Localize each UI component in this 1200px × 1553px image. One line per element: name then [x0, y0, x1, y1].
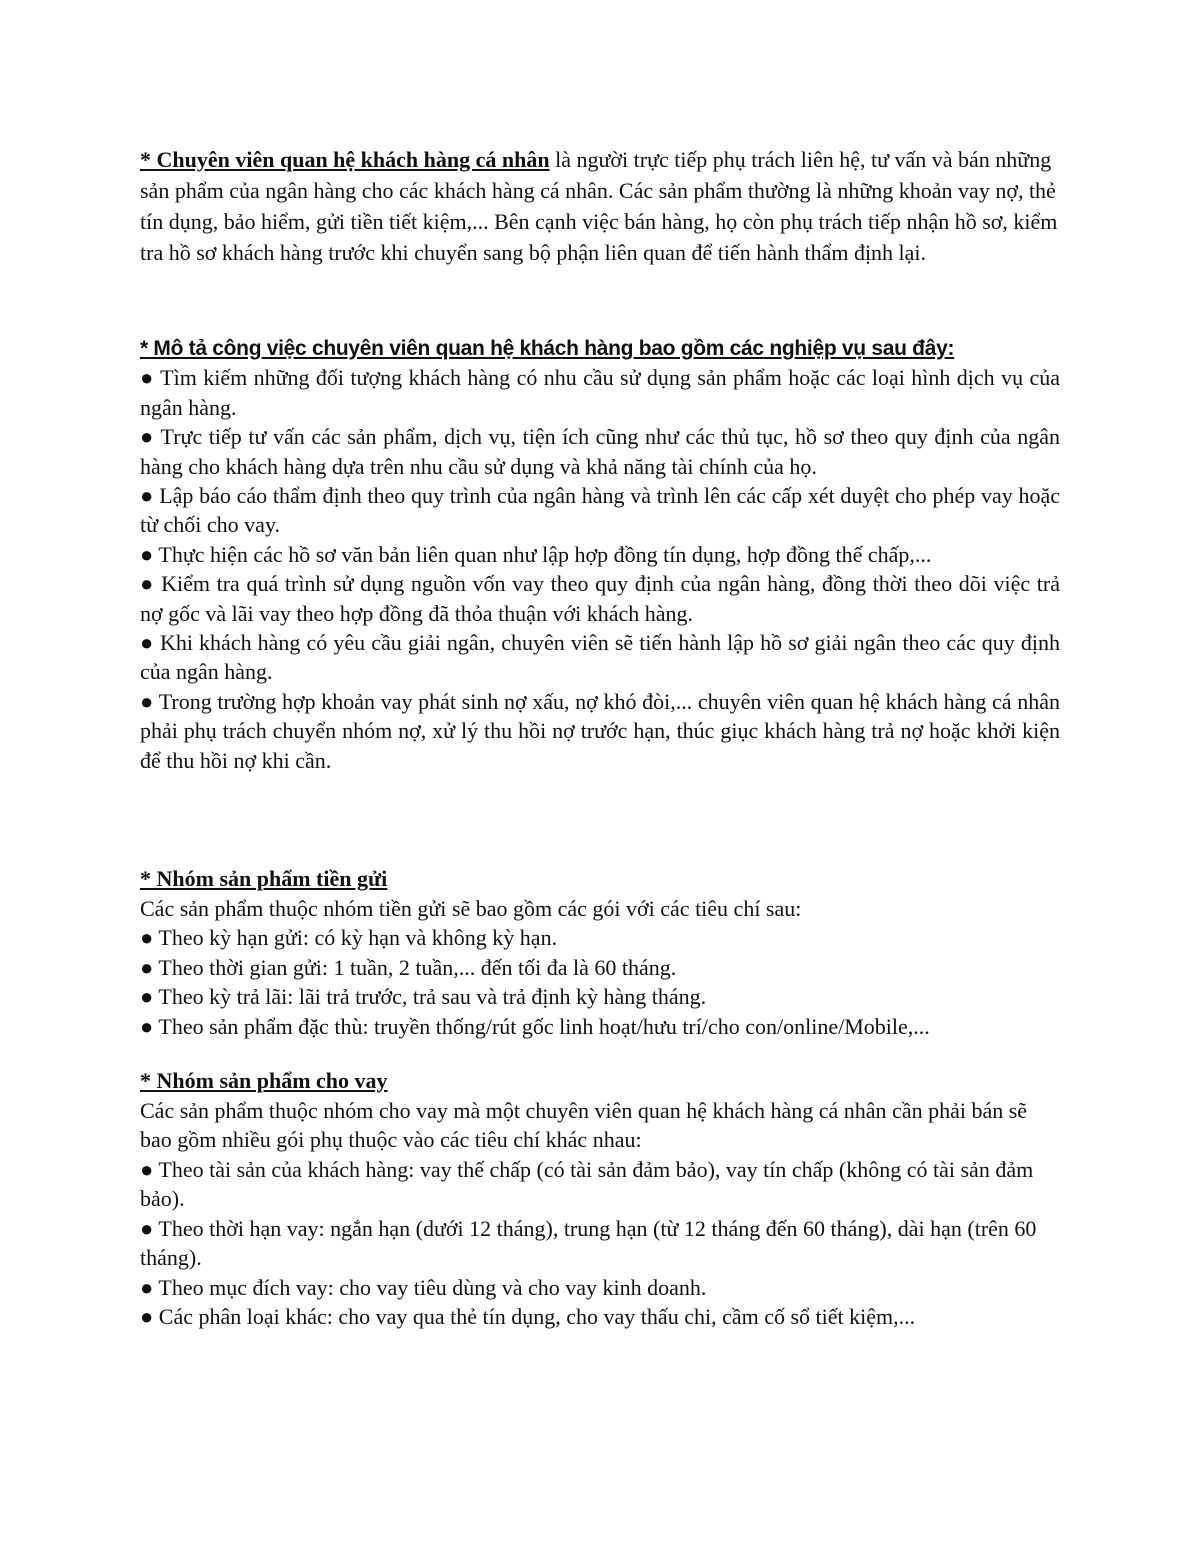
duty-item: ● Tìm kiếm những đối tượng khách hàng có nhu cầu sử dụng sản phẩm hoặc các loại hình dịch vụ của ngân hàng. — [140, 365, 1060, 420]
deposit-section — [140, 864, 1060, 1041]
deposit-item: ● Theo sản phẩm đặc thù: truyền thống/rút gốc linh hoạt/hưu trí/cho con/online/Mobile,... — [140, 1013, 930, 1039]
loan-section — [140, 1066, 1060, 1332]
duties-section — [140, 334, 1060, 775]
deposit-intro: Các sản phẩm thuộc nhóm tiền gửi sẽ bao gồm các gói với các tiêu chí sau: — [140, 895, 802, 921]
intro-text — [140, 144, 1060, 268]
duty-item: ● Khi khách hàng có yêu cầu giải ngân, chuyên viên sẽ tiến hành lập hồ sơ giải ngân theo các quy định của ngân hàng. — [140, 630, 1060, 685]
duty-item: ● Kiểm tra quá trình sử dụng nguồn vốn vay theo quy định của ngân hàng, đồng thời theo dõi việc trả nợ gốc và lãi vay theo hợp đồng đã thỏa thuận với khách hàng. — [140, 571, 1060, 626]
intro-paragraph — [140, 144, 1060, 268]
loan-item: ● Theo tài sản của khách hàng: vay thế chấp (có tài sản đảm bảo), vay tín chấp (không có tài sản đảm bảo). — [140, 1156, 1034, 1211]
duties-heading: * Mô tả công việc chuyên viên quan hệ khách hàng bao gồm các nghiệp vụ sau đây: — [140, 337, 955, 360]
intro-lead-heading: * Chuyên viên quan hệ khách hàng cá nhân — [140, 147, 550, 172]
intro-body: là người trực tiếp phụ trách liên hệ, tư vấn và bán những sản phẩm của ngân hàng cho các khách hàng cá nhân. Các sản phẩm thường là những khoản vay nợ, thẻ tín dụng, bảo hiểm, gửi tiền tiết kiệm,... Bên cạnh việc bán hàng, họ còn phụ trách tiếp nhận hồ sơ, kiểm tra hồ sơ khách hàng trước khi chuyển sang bộ phận liên quan để tiến hành thẩm định lại. — [140, 147, 1058, 265]
deposit-heading: * Nhóm sản phẩm tiền gửi — [140, 866, 388, 891]
deposit-item: ● Theo kỳ hạn gửi: có kỳ hạn và không kỳ hạn. — [140, 925, 558, 950]
duty-item: ● Lập báo cáo thẩm định theo quy trình của ngân hàng và trình lên các cấp xét duyệt cho phép vay hoặc từ chối cho vay. — [140, 483, 1060, 538]
loan-item: ● Theo thời hạn vay: ngắn hạn (dưới 12 tháng), trung hạn (từ 12 tháng đến 60 tháng), dài hạn (trên 60 tháng). — [140, 1215, 1037, 1270]
duty-item: ● Thực hiện các hồ sơ văn bản liên quan như lập hợp đồng tín dụng, hợp đồng thế chấp,... — [140, 541, 932, 567]
deposit-item: ● Theo thời gian gửi: 1 tuần, 2 tuần,... đến tối đa là 60 tháng. — [140, 954, 677, 980]
loan-item: ● Các phân loại khác: cho vay qua thẻ tín dụng, cho vay thấu chi, cầm cố sổ tiết kiệm,... — [140, 1304, 916, 1329]
loan-heading: * Nhóm sản phẩm cho vay — [140, 1068, 388, 1093]
duty-item: ● Trong trường hợp khoản vay phát sinh nợ xấu, nợ khó đòi,... chuyên viên quan hệ khách hàng cá nhân phải phụ trách chuyển nhóm nợ, xử lý thu hồi nợ trước hạn, thúc giục khách hàng trả nợ hoặc khởi kiện để thu hồi nợ khi cần. — [140, 688, 1060, 773]
deposit-item: ● Theo kỳ trả lãi: lãi trả trước, trả sau và trả định kỳ hàng tháng. — [140, 984, 707, 1009]
duty-item: ● Trực tiếp tư vấn các sản phẩm, dịch vụ, tiện ích cũng như các thủ tục, hồ sơ theo quy định của ngân hàng cho khách hàng dựa trên nhu cầu sử dụng và khả năng tài chính của họ. — [140, 424, 1060, 479]
loan-item: ● Theo mục đích vay: cho vay tiêu dùng và cho vay kinh doanh. — [140, 1274, 707, 1300]
loan-intro: Các sản phẩm thuộc nhóm cho vay mà một chuyên viên quan hệ khách hàng cá nhân cần phải bán sẽ bao gồm nhiều gói phụ thuộc vào các tiêu chí khác nhau: — [140, 1097, 1028, 1152]
